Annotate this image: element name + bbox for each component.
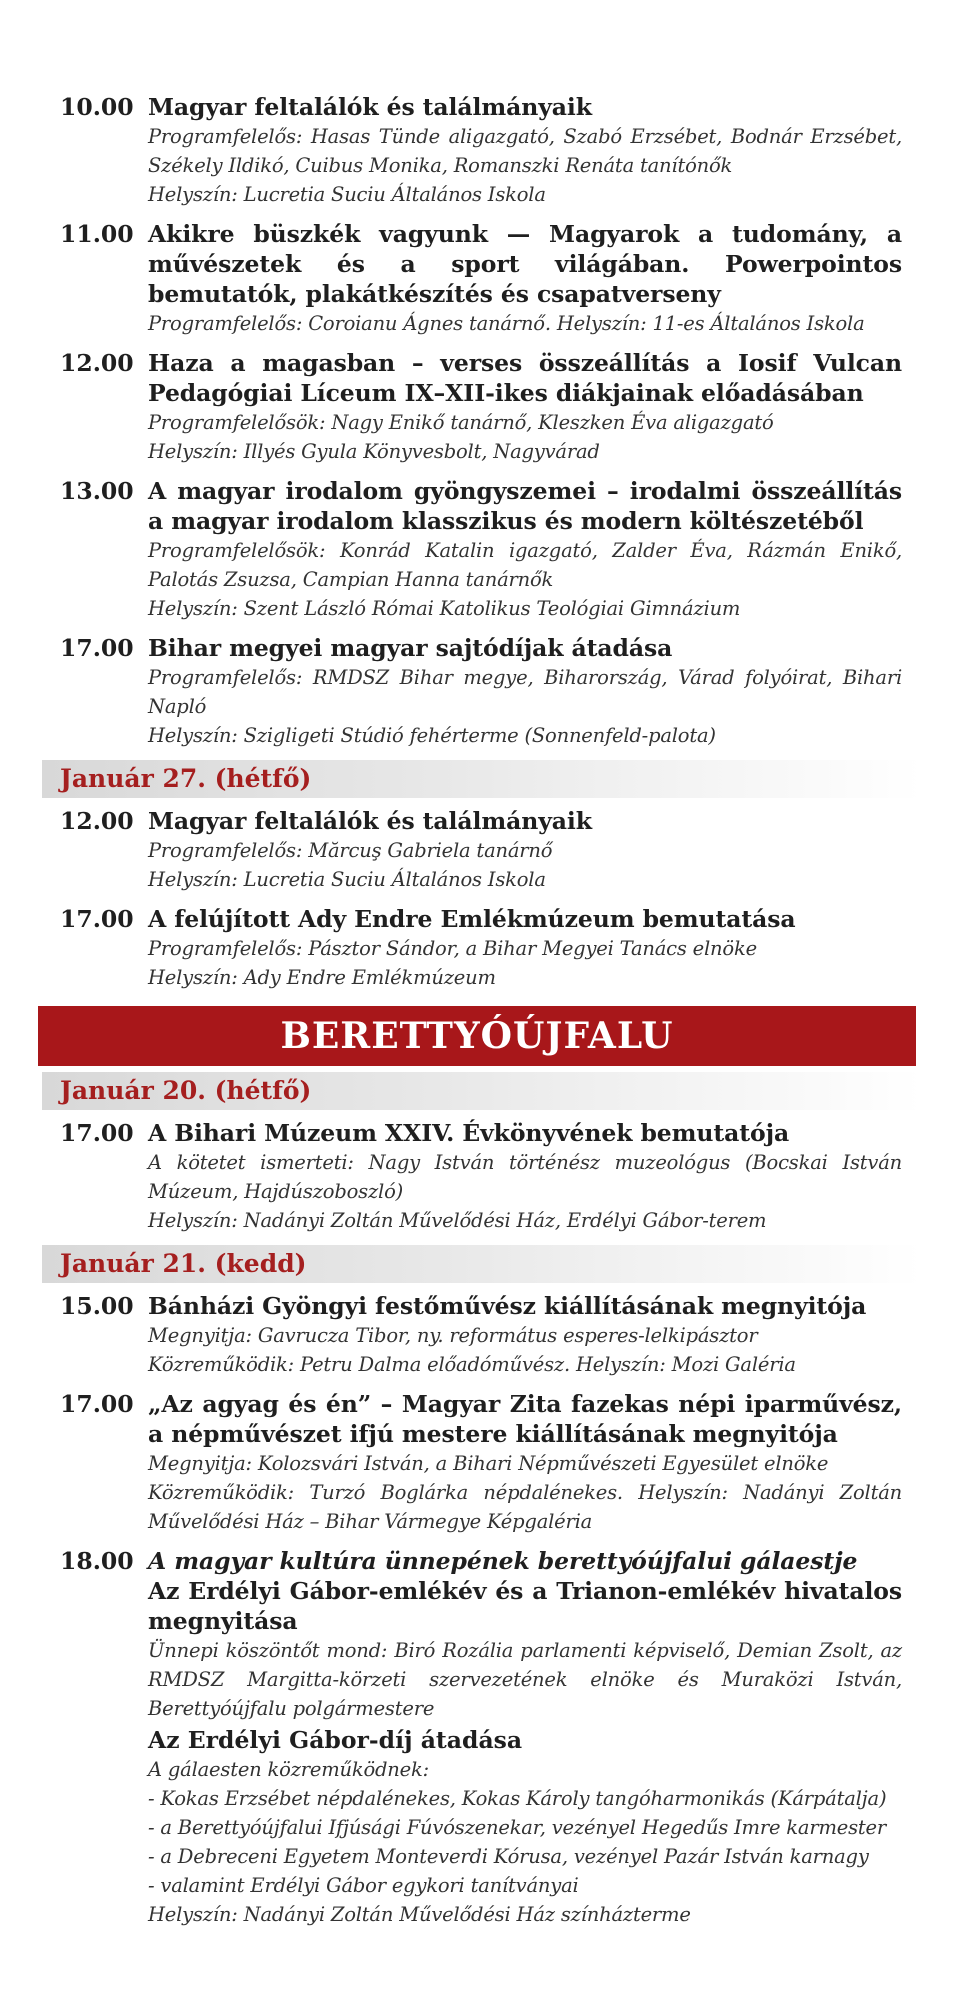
event-time: 13.00	[60, 477, 134, 505]
event-time: 15.00	[60, 1292, 134, 1320]
performer-line: - a Debreceni Egyetem Monteverdi Kórusa, vezényel Pazár István karnagy	[148, 1845, 869, 1868]
event-info: Programfelelős: Mărcuş Gabriela tanárnő	[148, 839, 553, 862]
event-title: Magyar feltalálók és találmányaik	[148, 93, 592, 121]
event-title: Akikre büszkék vagyunk — Magyarok a tudomány, a művészetek és a sport világában. Powerpointos bemutatók, plakátkészítés és csapatverseny	[148, 220, 902, 308]
event-info: Közreműködik: Petru Dalma előadóművész. Helyszín: Mozi Galéria	[148, 1353, 796, 1376]
event-time: 17.00	[60, 634, 134, 662]
event-venue: Helyszín: Lucretia Suciu Általános Iskola	[148, 868, 546, 891]
event-title: Magyar feltalálók és találmányaik	[148, 807, 592, 835]
event-time: 18.00	[60, 1547, 134, 1575]
event-item	[60, 1546, 902, 1929]
day-heading: Január 21. (kedd)	[42, 1245, 922, 1283]
event-title: Haza a magasban – verses összeállítás a Iosif Vulcan Pedagógiai Líceum IX–XII-ikes diákjainak előadásában	[148, 349, 902, 407]
event-time: 12.00	[60, 807, 134, 835]
event-item	[60, 219, 902, 338]
event-time: 17.00	[60, 1119, 134, 1147]
event-time: 17.00	[60, 905, 134, 933]
event-item	[60, 633, 902, 750]
event-venue: Helyszín: Nadányi Zoltán Művelődési Ház színházterme	[148, 1903, 691, 1926]
event-time: 12.00	[60, 349, 134, 377]
event-title: A felújított Ady Endre Emlékmúzeum bemutatása	[148, 905, 796, 933]
event-info: Programfelelős: Coroianu Ágnes tanárnő. Helyszín: 11-es Általános Iskola	[148, 312, 865, 335]
event-item	[60, 1291, 902, 1379]
event-info: Programfelelősök: Konrád Katalin igazgató, Zalder Éva, Rázmán Enikő, Palotás Zsuzsa, Campian Hanna tanárnők	[148, 539, 902, 591]
event-info: Közreműködik: Turzó Boglárka népdalénekes. Helyszín: Nadányi Zoltán Művelődési Ház – Bihar Vármegye Képgaléria	[148, 1481, 902, 1533]
event-venue: Helyszín: Nadányi Zoltán Művelődési Ház, Erdélyi Gábor-terem	[148, 1209, 767, 1232]
day-heading: Január 27. (hétfő)	[42, 760, 922, 798]
event-info: A kötetet ismerteti: Nagy István történész muzeológus (Bocskai István Múzeum, Hajdúszoboszló)	[148, 1151, 902, 1203]
event-subtitle: Az Erdélyi Gábor-díj átadása	[148, 1726, 523, 1754]
event-title: A magyar irodalom gyöngyszemei – irodalmi összeállítás a magyar irodalom klasszikus és modern költészetéből	[148, 477, 902, 535]
event-info: Ünnepi köszöntőt mond: Biró Rozália parlamenti képviselő, Demian Zsolt, az RMDSZ Margitta-körzeti szervezetének elnöke és Muraközi István, Berettyóújfalu polgármestere	[148, 1639, 902, 1720]
event-info: Programfelelős: RMDSZ Bihar megye, Biharország, Várad folyóirat, Bihari Napló	[148, 666, 902, 718]
event-title: „Az agyag és én” – Magyar Zita fazekas népi iparművész, a népművészet ifjú mestere kiállításának megnyitója	[148, 1390, 902, 1448]
event-info: A gálaesten közreműködnek:	[148, 1758, 429, 1781]
event-item	[60, 92, 902, 209]
event-title: Bihar megyei magyar sajtódíjak átadása	[148, 634, 673, 662]
event-info: Megnyitja: Kolozsvári István, a Bihari Népművészeti Egyesület elnöke	[148, 1452, 829, 1475]
event-item	[60, 904, 902, 992]
event-title: Az Erdélyi Gábor-emlékév és a Trianon-emlékév hivatalos megnyitása	[148, 1577, 902, 1635]
event-info: Programfelelős: Hasas Tünde aligazgató, Szabó Erzsébet, Bodnár Erzsébet, Székely Ildikó, Cuibus Monika, Romanszki Renáta tanítónők	[148, 125, 902, 177]
event-time: 17.00	[60, 1390, 134, 1418]
event-info: Megnyitja: Gavrucza Tibor, ny. református esperes-lelkipásztor	[148, 1324, 758, 1347]
event-item	[60, 1389, 902, 1536]
event-info: Programfelelősök: Nagy Enikő tanárnő, Kleszken Éva aligazgató	[148, 411, 774, 434]
event-item	[60, 476, 902, 623]
event-venue: Helyszín: Illyés Gyula Könyvesbolt, Nagyvárad	[148, 440, 600, 463]
performer-line: - valamint Erdélyi Gábor egykori tanítványai	[148, 1874, 579, 1897]
event-venue: Helyszín: Ady Endre Emlékmúzeum	[148, 966, 496, 989]
event-title-italic: A magyar kultúra ünnepének berettyóújfalui gálaestje	[148, 1547, 858, 1575]
event-item	[60, 806, 902, 894]
event-item	[60, 348, 902, 466]
event-title: Bánházi Gyöngyi festőművész kiállításának megnyitója	[148, 1292, 867, 1320]
event-venue: Helyszín: Lucretia Suciu Általános Iskola	[148, 183, 546, 206]
performer-line: - a Berettyóújfalui Ifjúsági Fúvószenekar, vezényel Hegedűs Imre karmester	[148, 1816, 886, 1839]
day-heading: Január 20. (hétfő)	[42, 1072, 922, 1110]
event-time: 11.00	[60, 220, 134, 248]
event-venue: Helyszín: Szent László Római Katolikus Teológiai Gimnázium	[148, 597, 741, 620]
event-time: 10.00	[60, 93, 134, 121]
event-title: A Bihari Múzeum XXIV. Évkönyvének bemutatója	[148, 1119, 790, 1147]
event-item	[60, 1118, 902, 1235]
city-banner: BERETTYÓÚJFALU	[38, 1006, 916, 1066]
event-venue: Helyszín: Szigligeti Stúdió fehérterme (Sonnenfeld-palota)	[148, 724, 716, 747]
event-info: Programfelelős: Pásztor Sándor, a Bihar Megyei Tanács elnöke	[148, 937, 757, 960]
performer-line: - Kokas Erzsébet népdalénekes, Kokas Károly tangóharmonikás (Kárpátalja)	[148, 1787, 887, 1810]
